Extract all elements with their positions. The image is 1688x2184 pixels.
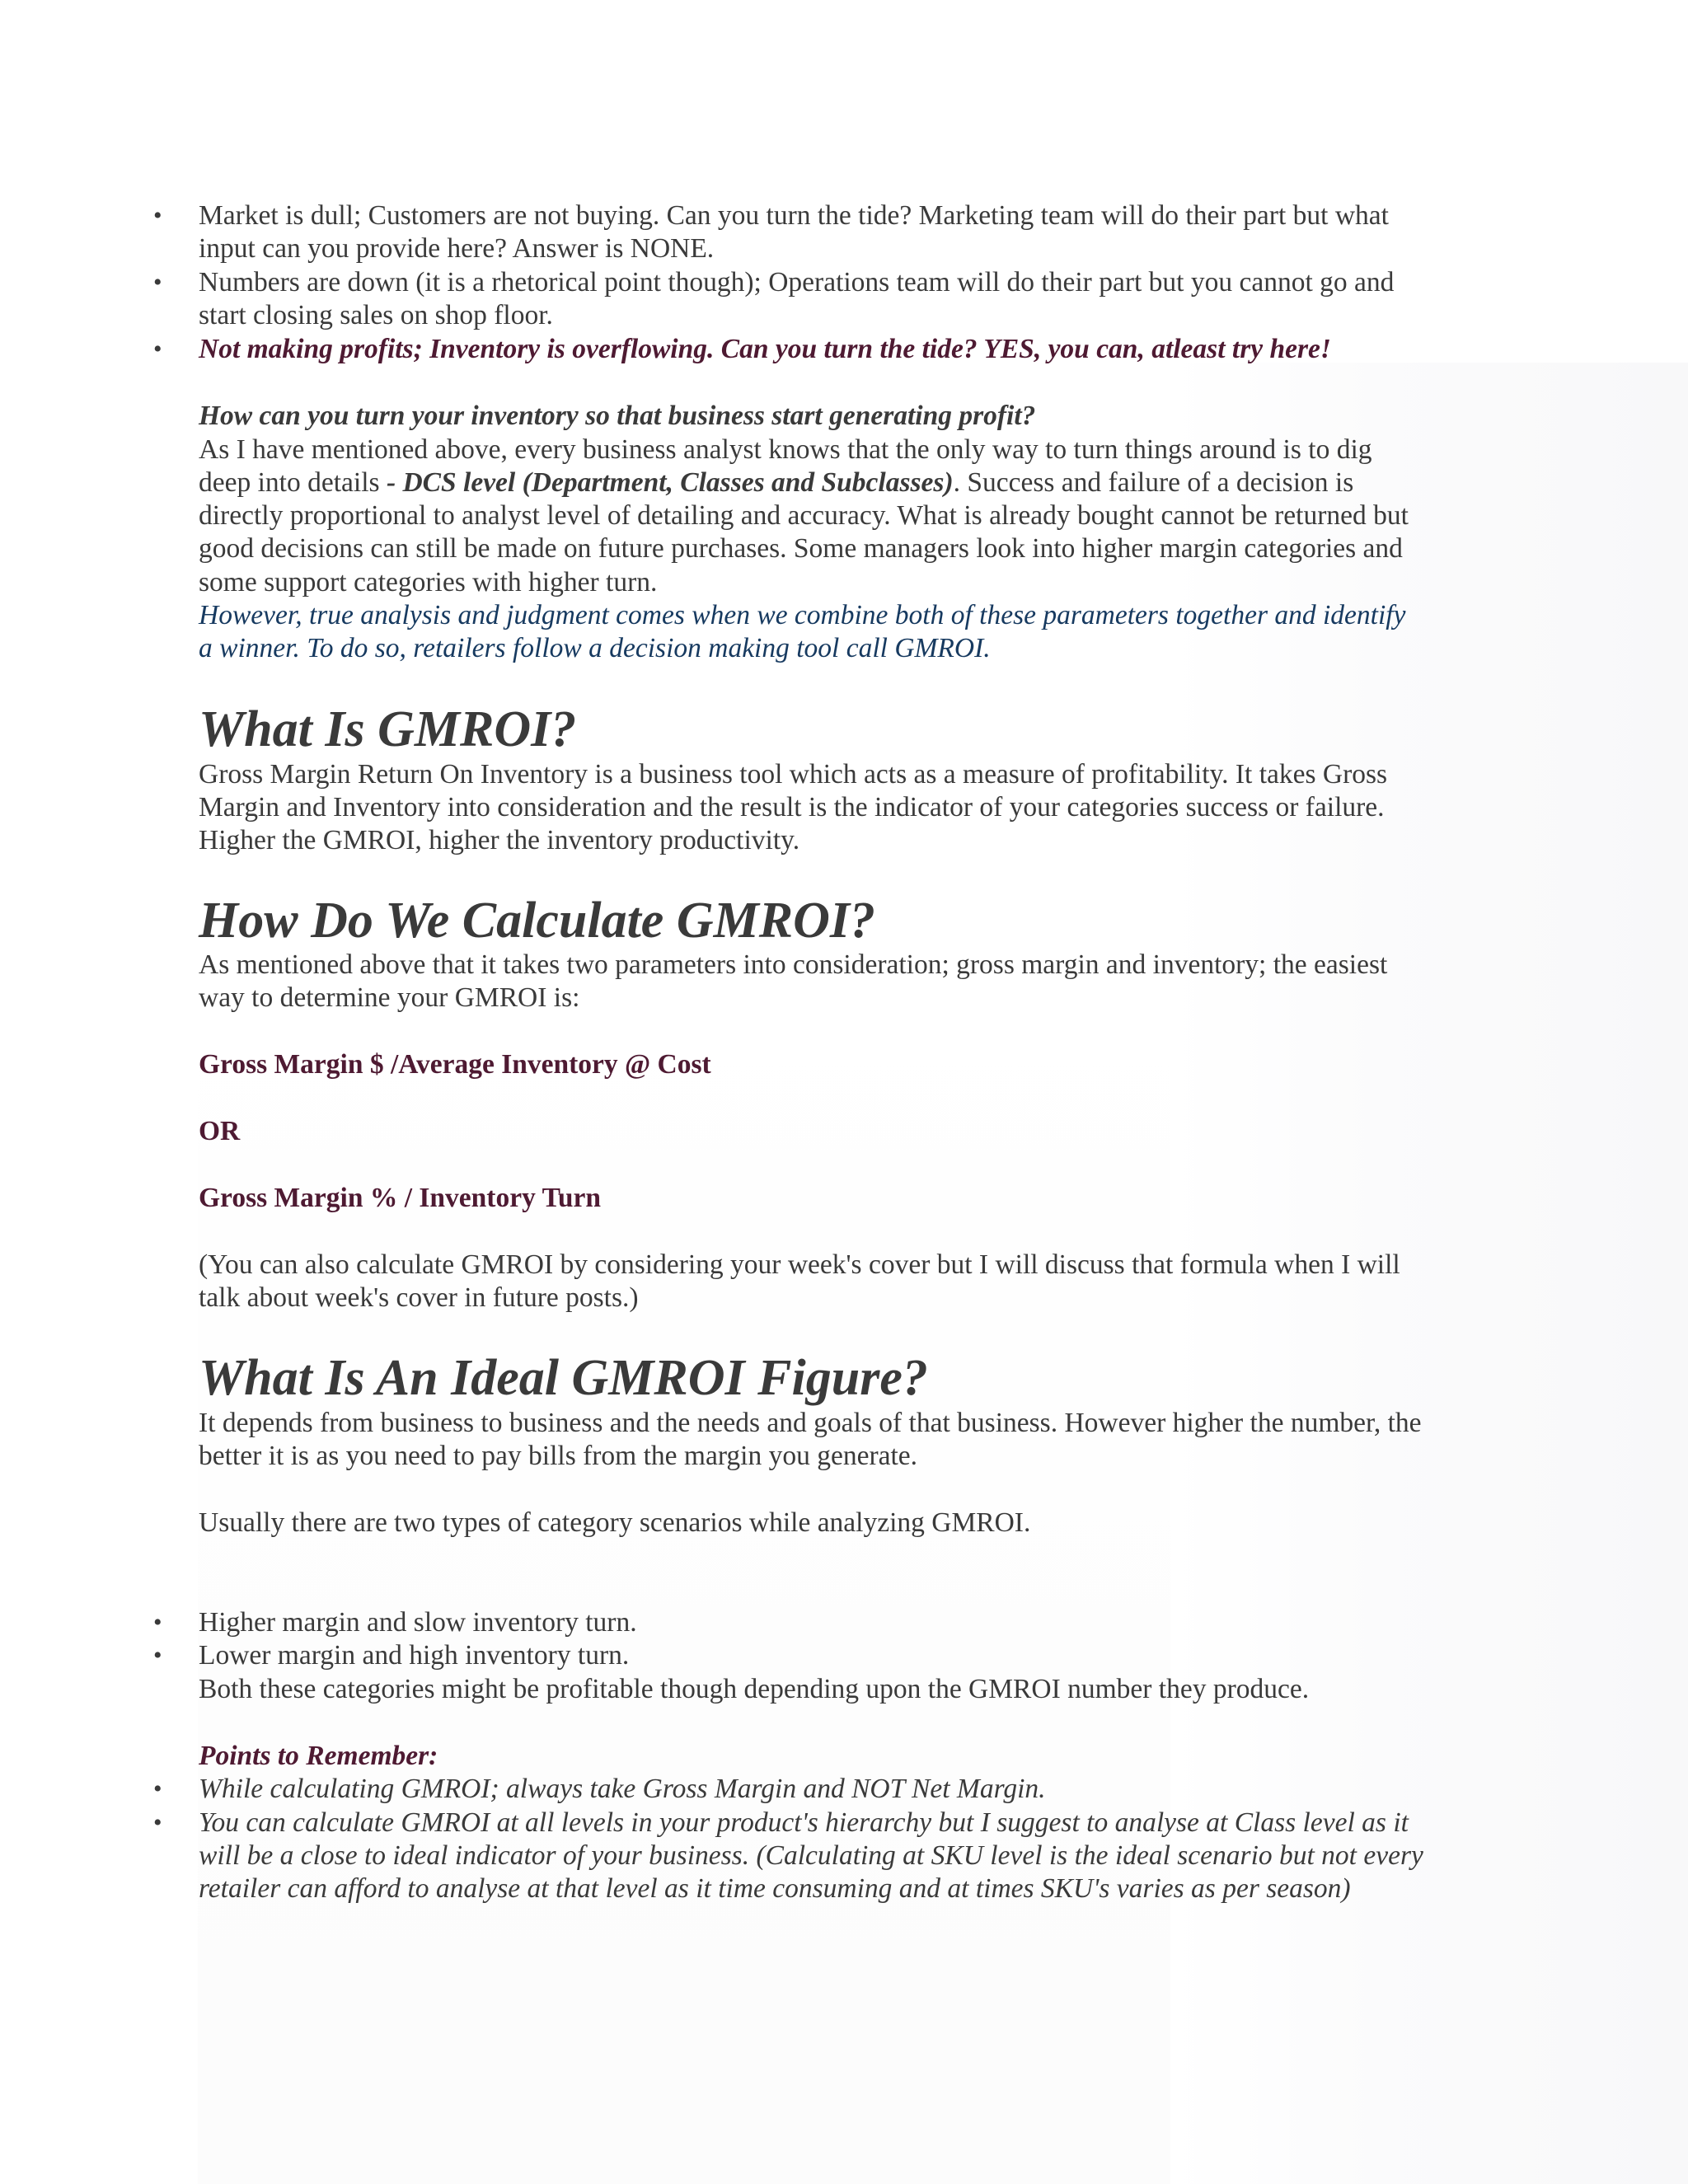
- bullet-marker: •: [153, 202, 162, 229]
- dcs-emphasis: - DCS level (Department, Classes and Subclasses): [386, 467, 954, 498]
- paragraph-line: talk about week's cover in future posts.): [199, 1282, 639, 1313]
- list-item-text: Market is dull; Customers are not buying. Can you turn the tide? Marketing team will do their part but what: [199, 200, 1389, 231]
- bullet-marker: •: [153, 335, 162, 363]
- bullet-marker: •: [153, 1609, 162, 1636]
- paragraph-line: Usually there are two types of category scenarios while analyzing GMROI.: [199, 1507, 1031, 1538]
- heading-ideal-gmroi: What Is An Ideal GMROI Figure?: [199, 1350, 928, 1406]
- paragraph-line: (You can also calculate GMROI by considering your week's cover but I will discuss that formula when I will: [199, 1249, 1400, 1280]
- note-line: a winner. To do so, retailers follow a decision making tool call GMROI.: [199, 633, 991, 663]
- paragraph-text: . Success and failure of a decision is: [953, 467, 1354, 498]
- paragraph-line: some support categories with higher turn.: [199, 567, 658, 598]
- list-item-text: Lower margin and high inventory turn.: [199, 1640, 630, 1671]
- bullet-marker: •: [153, 1809, 162, 1836]
- paragraph-line: way to determine your GMROI is:: [199, 982, 580, 1013]
- list-item-text: Numbers are down (it is a rhetorical point though); Operations team will do their part but you cannot go and: [199, 267, 1395, 298]
- list-item-text: Higher margin and slow inventory turn.: [199, 1607, 637, 1638]
- heading-what-is-gmroi: What Is GMROI?: [199, 701, 577, 757]
- list-item-text: While calculating GMROI; always take Gross Margin and NOT Net Margin.: [199, 1774, 1046, 1804]
- section-question: How can you turn your inventory so that business start generating profit?: [199, 401, 1036, 431]
- paragraph-line: better it is as you need to pay bills from the margin you generate.: [199, 1441, 918, 1471]
- list-item-text: will be a close to ideal indicator of your business. (Calculating at SKU level is the ideal scenario but not every: [199, 1840, 1423, 1871]
- paragraph-text: deep into details: [199, 467, 387, 498]
- note-line: However, true analysis and judgment comes when we combine both of these parameters together and identify: [199, 600, 1406, 630]
- paragraph-line: Margin and Inventory into consideration and the result is the indicator of your categories success or failure.: [199, 792, 1385, 823]
- background-shade-lower: [198, 972, 1170, 2184]
- paragraph-line: It depends from business to business and the needs and goals of that business. However higher the number, the: [199, 1408, 1422, 1438]
- paragraph-line: Both these categories might be profitable though depending upon the GMROI number they produce.: [199, 1674, 1310, 1704]
- paragraph-line: [199, 466, 1353, 499]
- paragraph-line: directly proportional to analyst level of detailing and accuracy. What is already bought cannot be returned but: [199, 500, 1409, 531]
- paragraph-line: As mentioned above that it takes two parameters into consideration; gross margin and inventory; the easiest: [199, 949, 1388, 980]
- paragraph-line: good decisions can still be made on future purchases. Some managers look into higher margin categories and: [199, 533, 1403, 564]
- list-item-text: input can you provide here? Answer is NONE.: [199, 233, 715, 264]
- paragraph-line: Higher the GMROI, higher the inventory productivity.: [199, 825, 800, 855]
- bullet-marker: •: [153, 269, 162, 296]
- bullet-marker: •: [153, 1775, 162, 1802]
- highlight-list-item: Not making profits; Inventory is overflowing. Can you turn the tide? YES, you can, atleast try here!: [199, 334, 1331, 364]
- formula-gross-margin-percent: Gross Margin % / Inventory Turn: [199, 1183, 601, 1213]
- list-item-text: You can calculate GMROI at all levels in your product's hierarchy but I suggest to analyse at Class level as it: [199, 1807, 1409, 1838]
- formula-gross-margin-dollar: Gross Margin $ /Average Inventory @ Cost: [199, 1049, 711, 1080]
- paragraph-line: Gross Margin Return On Inventory is a business tool which acts as a measure of profitability. It takes Gross: [199, 759, 1388, 790]
- list-item-text: retailer can afford to analyse at that level as it time consuming and at times SKU's varies as per season): [199, 1873, 1351, 1904]
- heading-calculate-gmroi: How Do We Calculate GMROI?: [199, 893, 875, 949]
- list-item-text: start closing sales on shop floor.: [199, 300, 553, 330]
- bullet-marker: •: [153, 1642, 162, 1669]
- points-to-remember-title: Points to Remember:: [199, 1741, 438, 1771]
- formula-or: OR: [199, 1116, 241, 1146]
- paragraph-line: As I have mentioned above, every business analyst knows that the only way to turn things around is to dig: [199, 434, 1372, 465]
